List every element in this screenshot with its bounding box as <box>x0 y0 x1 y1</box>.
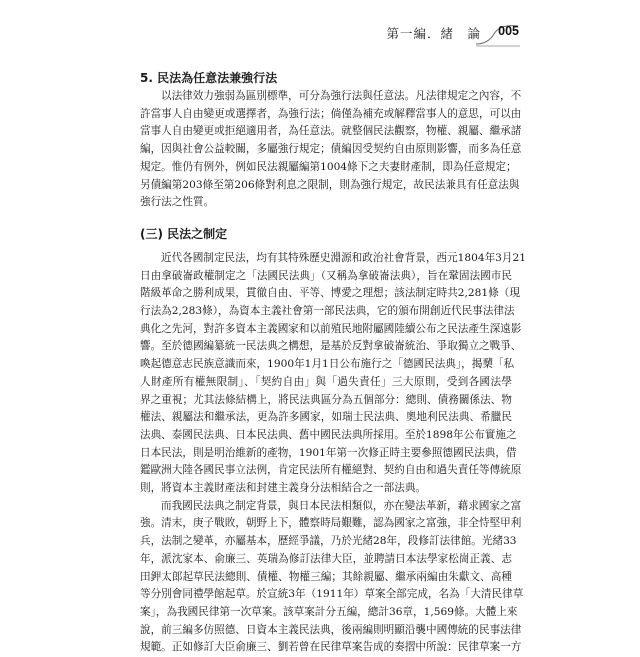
text-line: 規定。惟仍有例外，例如民法親屬編第1004條下之夫妻財產制，即為任意規定； <box>140 160 517 173</box>
text-line: 日本民法，則是明治維新的產物，1901年第一次修正時主要參照德國民法典，借 <box>140 446 517 459</box>
text-line: 人財產所有權無限制」、「契約自由」與「過失責任」三大原則，受到各國法學 <box>140 375 512 388</box>
text-line: 法典、泰國民法典、日本民法典、舊中國民法典所採用。至於1898年公布實施之 <box>140 428 517 441</box>
text-line: 編，因與社會公益較關，多屬強行規定；債編因受契約自由原則影響，而多為任意 <box>140 143 522 156</box>
section-gap <box>140 212 512 224</box>
text-line: 強。清末，庚子戰敗，朝野上下，體察時局艱難，認為國家之富強，非全恃堅甲利 <box>140 517 522 530</box>
text-line: 許當事人自由變更或選擇者，為強行法；倘僅為補充或解釋當事人的意思，可以由 <box>140 107 522 120</box>
text-line: 另債編第203條至第206條對利息之限制，則為強行規定，故民法兼具有任意法與 <box>140 178 520 191</box>
section-heading-3: (三) 民法之制定 <box>140 226 228 241</box>
text-line: 典化之先河，對許多資本主義國家和以前殖民地附屬國陸續公布之民法產生深遠影 <box>140 322 522 335</box>
text-line: 當事人自由變更或拒絕適用者，為任意法。就整個民法觀察，物權、親屬、繼承諸 <box>140 125 522 138</box>
text-line: 鑑歐洲大陸各國民事立法例，肯定民法所有權絕對、契約自由和過失責任等傳統原 <box>140 464 522 477</box>
text-line: 年，派沈家本、俞廉三、英瑞為修訂法律大臣，並聘請日本法學家松崗正義、志 <box>140 552 512 565</box>
text-line: 兵，法制之變革，亦屬基本，歷經爭議，乃於光緒28年，段修訂法律館。光緒33 <box>140 535 517 548</box>
text-line: 階級革命之勝利成果，貫徹自由、平等、博愛之理想；該法制定時共2,281條（現 <box>140 287 520 300</box>
text-line: 響。至於德國編纂統一民法典之構想，是基於反對拿破崙統治、爭取獨立之戰爭、 <box>140 340 522 353</box>
text-line: 日由拿破崙政權制定之「法國民法典」（又稱為拿破崙法典），旨在鞏固法國市民 <box>140 269 512 282</box>
text-line: 則，將資本主義財產法和封建主義身分法相結合之一部法典。 <box>140 482 427 495</box>
text-line: 等分別會同禮學館起草。於宣統3年（1911年）草案全部完成，名為「大清民律草 <box>140 588 524 601</box>
paragraph-section-5 <box>140 88 522 212</box>
text-line: 強行法之性質。 <box>140 196 215 209</box>
text-line: 以法律效力強弱為區別標準，可分為強行法與任意法。凡法律規定之內容，不 <box>161 90 522 102</box>
text-line: 田鉀太郎起草民法總則、債權、物權三編；其餘親屬、繼承兩編由朱獻文、高種 <box>140 570 512 583</box>
text-line: 規範。正如修訂大臣俞廉三、劉若曾在民律草案告成的奏摺中所說：民律草案一方 <box>140 641 522 654</box>
paragraph-2 <box>140 498 524 657</box>
running-head-title: 第一編．緒 論 <box>386 26 482 41</box>
text-line: 而我國民法典之制定背景，與日本民法相類似，亦在變法革新，藉求國家之富 <box>161 499 522 512</box>
text-column <box>140 68 526 657</box>
text-line: 近代各國制定民法，均有其特殊歷史淵源和政治社會背景，西元1804年3月21 <box>161 251 526 264</box>
text-line: 行法為2,283條），為資本主義社會第一部民法典，它的頒布開創近代民事法律法 <box>140 305 515 318</box>
text-line: 案」，為我國民律第一次草案。該草案計分五編，總計36章，1,569條。大體上來 <box>140 605 518 618</box>
paragraph-1 <box>140 250 526 498</box>
page-number: 005 <box>498 24 519 38</box>
text-line: 界之重視；尤其法條結構上，將民法典區分為五個部分：總則、債務關係法、物 <box>140 393 512 406</box>
text-line: 權法、親屬法和繼承法，更為許多國家，如瑞士民法典、奧地利民法典、希臘民 <box>140 411 512 424</box>
text-line: 喚起德意志民族意識而來，1900年1月1日公布施行之「德國民法典」，揭櫫「私 <box>140 358 515 371</box>
section-heading-5: 5. 民法為任意法兼強行法 <box>140 71 278 85</box>
text-line: 說，前三編多仿照德、日資本主義民法典，後兩編則明顯沿襲中國傳統的民事法律 <box>140 623 522 636</box>
